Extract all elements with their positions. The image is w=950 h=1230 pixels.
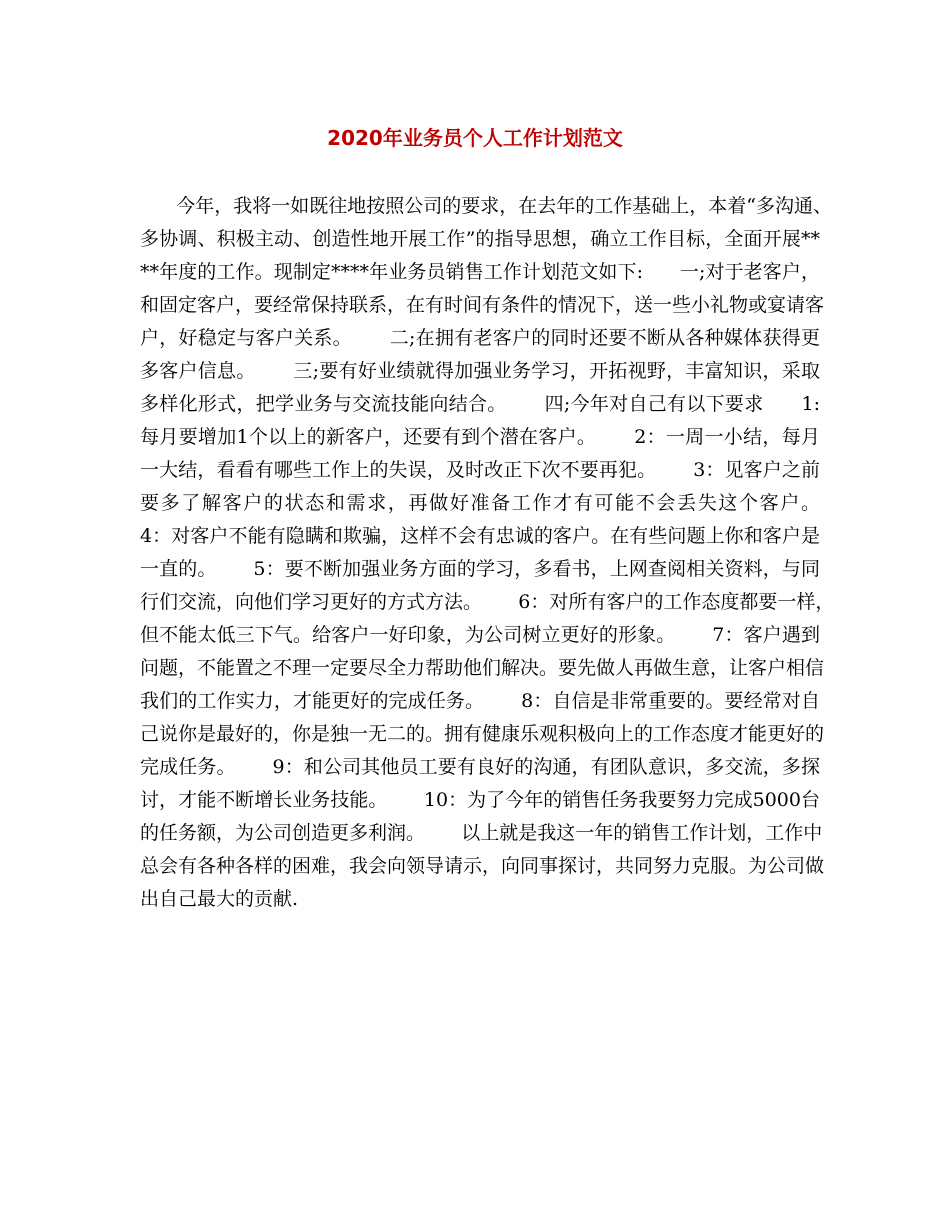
body-line: 总会有各种各样的困难，我会向领导请示，向同事探讨，共同努力克服。为公司做 (140, 855, 825, 877)
body-line: 己说你是最好的，你是独一无二的。拥有健康乐观积极向上的工作态度才能更好的 (140, 723, 825, 745)
body-line: 完成任务。 9：和公司其他员工要有良好的沟通，有团队意识，多交流，多探 (140, 756, 820, 778)
body-line: 讨，才能不断增长业务技能。 10：为了今年的销售任务我要努力完成5000台 (140, 789, 820, 811)
body-line: 我们的工作实力，才能更好的完成任务。 8：自信是非常重要的。要经常对自 (140, 690, 820, 712)
body-line: 多客户信息。 三;要有好业绩就得加强业务学习，开拓视野，丰富知识，采取 (140, 360, 820, 382)
body-line: 行们交流，向他们学习更好的方式方法。 6：对所有客户的工作态度都要一样， (140, 591, 835, 613)
document-title: 2020年业务员个人工作计划范文 (327, 126, 623, 150)
body-line: 多样化形式，把学业务与交流技能向结合。 四;今年对自己有以下要求 1: (140, 393, 820, 415)
body-line: 出自己最大的贡献. (140, 888, 299, 910)
body-line: 4：对客户不能有隐瞒和欺骗，这样不会有忠诚的客户。在有些问题上你和客户是 (140, 525, 820, 547)
body-line: 但不能太低三下气。给客户一好印象，为公司树立更好的形象。 7：客户遇到 (140, 624, 820, 646)
body-line: 一大结，看看有哪些工作上的失误，及时改正下次不要再犯。 3：见客户之前 (140, 459, 820, 481)
body-line: 多协调、积极主动、创造性地开展工作”的指导思想，确立工作目标，全面开展** (140, 228, 820, 250)
body-line: 要多了解客户的状态和需求，再做好准备工作才有可能不会丢失这个客户。 (140, 492, 820, 514)
body-line: 问题，不能置之不理一定要尽全力帮助他们解决。要先做人再做生意，让客户相信 (140, 657, 825, 679)
body-line: 一直的。 5：要不断加强业务方面的学习，多看书，上网查阅相关资料，与同 (140, 558, 820, 580)
body-line: 户，好稳定与客户关系。 二;在拥有老客户的同时还要不断从各种媒体获得更 (140, 327, 820, 349)
body-line: 今年，我将一如既往地按照公司的要求，在去年的工作基础上，本着“多沟通、 (140, 195, 832, 217)
body-line: 每月要增加1个以上的新客户，还要有到个潜在客户。 2：一周一小结，每月 (140, 426, 820, 448)
body-line: **年度的工作。现制定****年业务员销售工作计划范文如下: 一;对于老客户， (140, 261, 820, 283)
body-line: 的任务额，为公司创造更多利润。 以上就是我这一年的销售工作计划，工作中 (140, 822, 823, 844)
body-line: 和固定客户，要经常保持联系，在有时间有条件的情况下，送一些小礼物或宴请客 (140, 294, 825, 316)
document-body (140, 190, 835, 916)
